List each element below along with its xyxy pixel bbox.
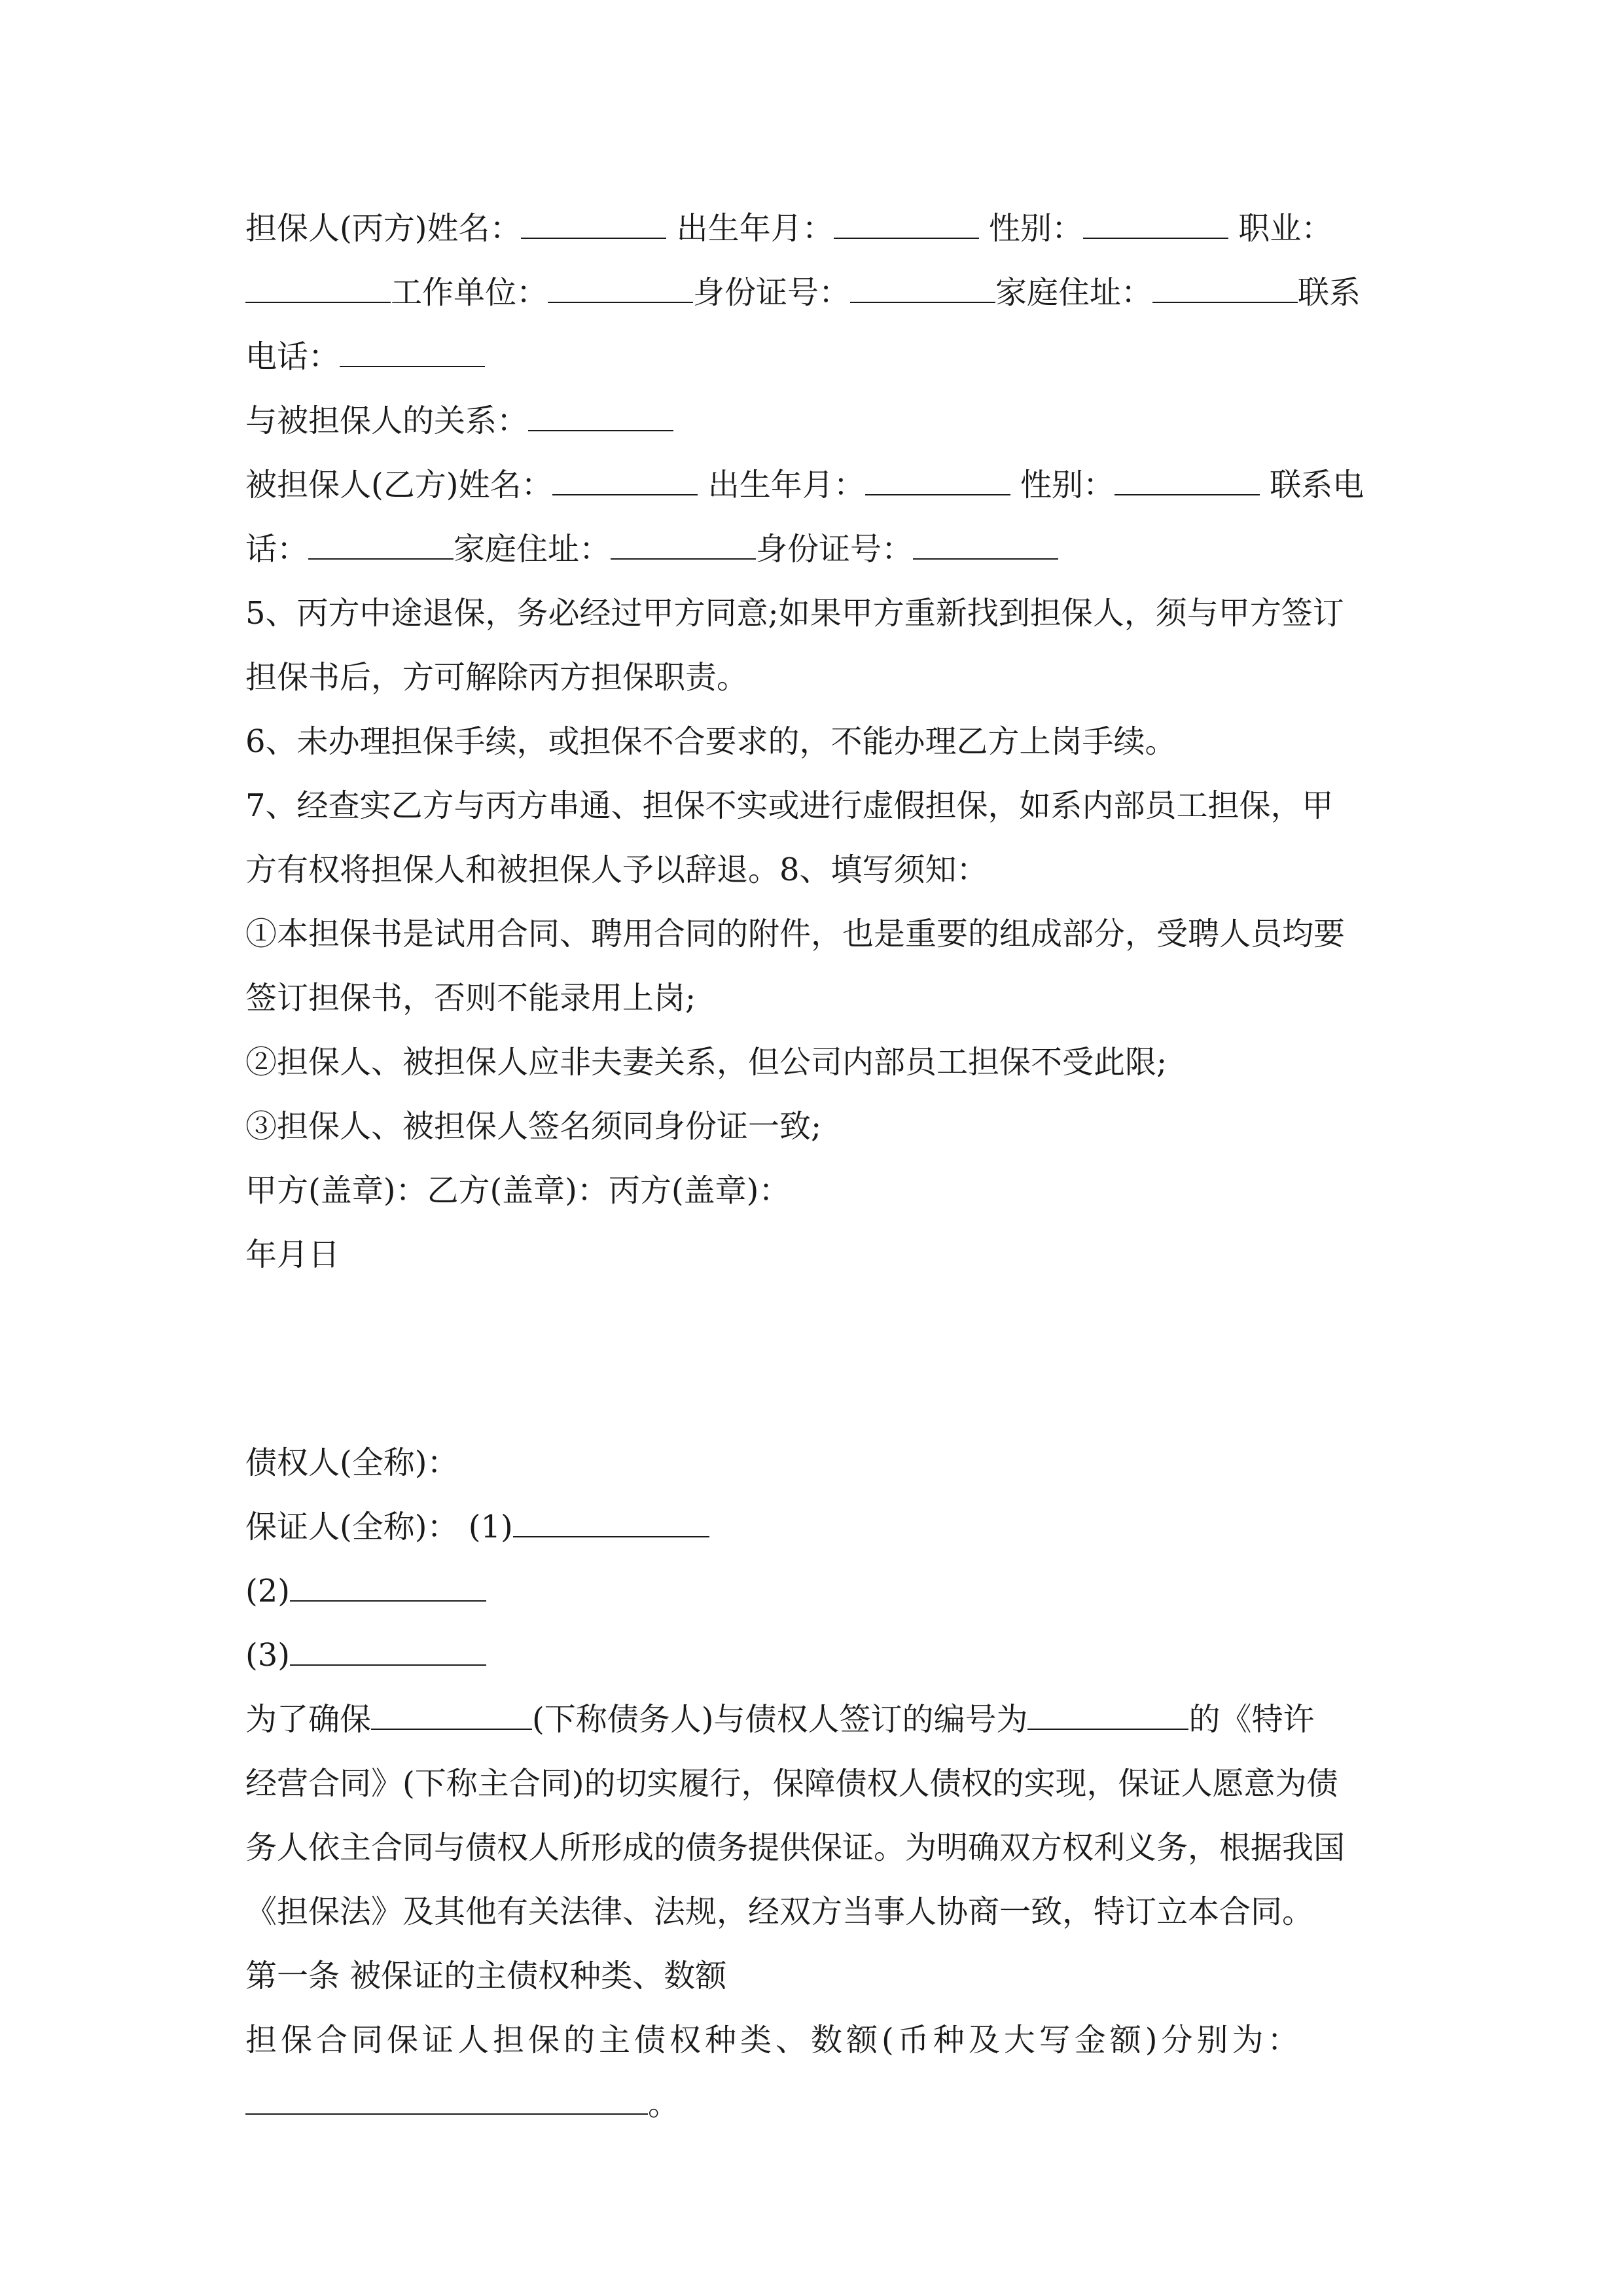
guarantor-job-label: 职业： xyxy=(1238,210,1333,247)
guarantor-contact-label-a: 联系 xyxy=(1298,274,1361,311)
section-gap xyxy=(245,1287,1384,1431)
purpose-text-c: 的《特许 xyxy=(1188,1701,1315,1738)
guaranteed-name-blank[interactable] xyxy=(552,464,698,495)
debtor-blank[interactable] xyxy=(371,1698,532,1730)
guarantor-2-label: (2) xyxy=(245,1573,290,1609)
guarantor-full-name-label: 保证人(全称)： xyxy=(245,1509,459,1545)
article-1-blank[interactable] xyxy=(245,2083,648,2115)
guaranteed-line-2 xyxy=(245,517,1384,581)
guarantor-birth-blank[interactable] xyxy=(834,207,979,239)
guaranteed-id-label: 身份证号： xyxy=(756,531,914,567)
guarantor-workplace-blank[interactable] xyxy=(548,272,693,303)
guarantor-2-blank[interactable] xyxy=(290,1570,486,1602)
note-1-line-1: ①本担保书是试用合同、聘用合同的附件，也是重要的组成部分，受聘人员均要 xyxy=(245,916,1346,952)
guarantor-line-4 xyxy=(245,389,1384,453)
guaranteed-gender-blank[interactable] xyxy=(1115,464,1260,495)
note-1-line-2: 签订担保书，否则不能录用上岗; xyxy=(245,980,696,1016)
purpose-line-1 xyxy=(245,1687,1384,1751)
purpose-line-2: 经营合同》(下称主合同)的切实履行，保障债权人债权的实现，保证人愿意为债 xyxy=(245,1765,1338,1802)
guaranteed-name-label: 被担保人(乙方)姓名： xyxy=(245,467,553,503)
guaranteed-id-blank[interactable] xyxy=(913,528,1058,560)
guarantor-3-label: (3) xyxy=(245,1637,290,1674)
guarantor-workplace-label: 工作单位： xyxy=(391,274,548,311)
note-3: ③担保人、被担保人签名须同身份证一致; xyxy=(245,1108,822,1145)
creditor-line: 债权人(全称)： xyxy=(245,1444,459,1481)
date-line: 年月日 xyxy=(245,1236,340,1273)
guaranteed-phone-blank[interactable] xyxy=(308,528,454,560)
clause-7-line-2: 方有权将担保人和被担保人予以辞退。8、填写须知： xyxy=(245,852,988,888)
guaranteed-address-label: 家庭住址： xyxy=(454,531,611,567)
guarantor-3-blank[interactable] xyxy=(290,1634,486,1666)
guarantor-phone-label: 电话： xyxy=(245,338,340,375)
guaranteed-birth-blank[interactable] xyxy=(865,464,1010,495)
guaranteed-address-blank[interactable] xyxy=(611,528,756,560)
purpose-text-b: (下称债务人)与债权人签订的编号为 xyxy=(532,1701,1028,1738)
guaranteed-birth-label: 出生年月： xyxy=(707,467,865,503)
guarantor-3-line xyxy=(245,1623,1384,1687)
guarantor-line-3 xyxy=(245,325,1384,389)
relationship-blank[interactable] xyxy=(528,400,673,431)
guaranteed-contact-label-a: 联系电 xyxy=(1270,467,1364,503)
guarantor-1-blank[interactable] xyxy=(513,1506,709,1537)
guarantor-address-label: 家庭住址： xyxy=(995,274,1153,311)
article-1-title: 第一条 被保证的主债权种类、数额 xyxy=(245,1958,727,1994)
guarantor-birth-label: 出生年月： xyxy=(676,210,834,247)
guaranteed-gender-label: 性别： xyxy=(1020,467,1115,503)
contract-number-blank[interactable] xyxy=(1027,1698,1188,1730)
document-body xyxy=(245,196,1384,2136)
note-2: ②担保人、被担保人应非夫妻关系，但公司内部员工担保不受此限; xyxy=(245,1044,1168,1081)
clause-6: 6、未办理担保手续，或担保不合要求的，不能办理乙方上岗手续。 xyxy=(245,723,1177,760)
guarantor-full-name-line xyxy=(245,1495,1384,1559)
clause-5-line-1: 5、丙方中途退保，务必经过甲方同意;如果甲方重新找到担保人，须与甲方签订 xyxy=(245,595,1344,632)
guarantor-line-2 xyxy=(245,260,1384,325)
relationship-label: 与被担保人的关系： xyxy=(245,403,529,439)
guarantor-gender-blank[interactable] xyxy=(1083,207,1228,239)
seal-line: 甲方(盖章)：乙方(盖章)：丙方(盖章)： xyxy=(245,1172,791,1209)
article-1-end: 。 xyxy=(648,2086,680,2123)
guarantor-id-blank[interactable] xyxy=(850,272,995,303)
guarantor-job-blank[interactable] xyxy=(245,272,391,303)
guarantor-id-label: 身份证号： xyxy=(693,274,851,311)
guarantor-1-label: (1) xyxy=(468,1509,513,1545)
guaranteed-phone-label: 话： xyxy=(245,531,309,567)
guarantor-phone-blank[interactable] xyxy=(340,336,485,367)
guaranteed-line-1 xyxy=(245,453,1384,517)
clause-5-line-2: 担保书后，方可解除丙方担保职责。 xyxy=(245,659,749,696)
purpose-line-3: 务人依主合同与债权人所形成的债务提供保证。为明确双方权利义务，根据我国 xyxy=(245,1829,1346,1866)
article-1-body: 担保合同保证人担保的主债权种类、数额(币种及大写金额)分别为： xyxy=(245,2022,1303,2058)
guarantor-2-line xyxy=(245,1559,1384,1623)
guarantor-line-1 xyxy=(245,196,1384,260)
guarantor-gender-label: 性别： xyxy=(989,210,1084,247)
purpose-text-a: 为了确保 xyxy=(245,1701,372,1738)
guarantor-name-blank[interactable] xyxy=(521,207,666,239)
purpose-line-4: 《担保法》及其他有关法律、法规，经双方当事人协商一致，特订立本合同。 xyxy=(245,1893,1314,1930)
article-1-blank-line xyxy=(245,2072,1384,2136)
guarantor-name-label: 担保人(丙方)姓名： xyxy=(245,210,522,247)
guarantor-address-blank[interactable] xyxy=(1152,272,1298,303)
clause-7-line-1: 7、经查实乙方与丙方串通、担保不实或进行虚假担保，如系内部员工担保，甲 xyxy=(245,787,1334,824)
